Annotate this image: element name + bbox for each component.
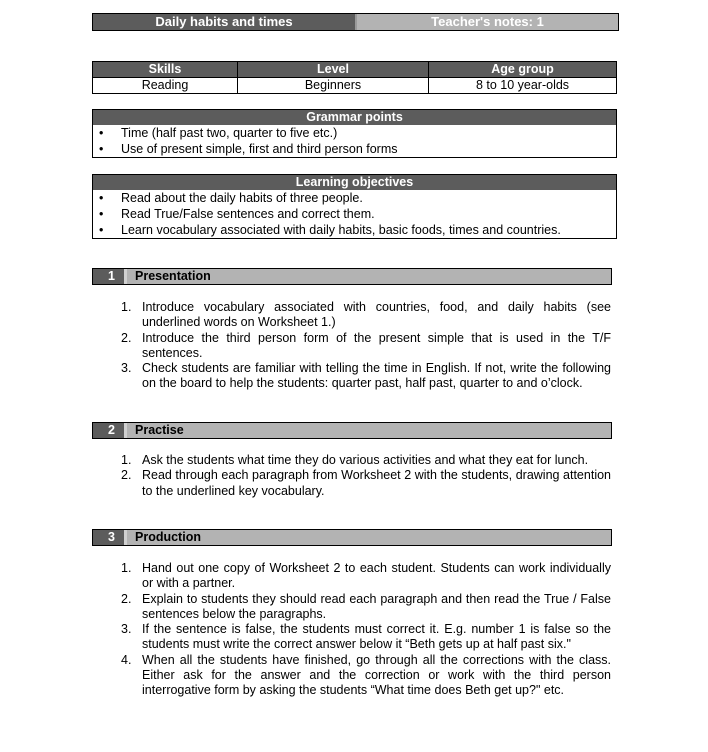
- step-item: [118, 622, 611, 653]
- learning-objectives-box: [92, 174, 617, 239]
- section-header-production: [92, 529, 612, 546]
- value-age-group: 8 to 10 year-olds: [429, 78, 617, 94]
- list-item: • Learn vocabulary associated with daily habits, basic foods, times and countries.: [93, 222, 616, 238]
- step-number: 2.: [121, 330, 132, 345]
- step-text: Ask the students what time they do various activities and what they eat for lunch.: [142, 453, 589, 467]
- step-item: [118, 561, 611, 592]
- section-header-practise: [92, 422, 612, 439]
- list-item: • Use of present simple, first and third person forms: [93, 141, 616, 157]
- section-number: 1: [93, 269, 127, 284]
- step-item: [118, 300, 611, 331]
- section-title: Practise: [127, 423, 611, 438]
- header-age-group: Age group: [429, 62, 617, 78]
- step-number: 2.: [121, 591, 132, 606]
- step-item: [118, 361, 611, 392]
- value-level: Beginners: [238, 78, 429, 94]
- step-number: 1.: [121, 453, 132, 467]
- step-text: Explain to students they should read each paragraph and then read the True / False sentences below the paragraphs.: [142, 591, 611, 621]
- step-item: [118, 468, 611, 499]
- step-number: 3.: [121, 622, 132, 637]
- step-number: 3.: [121, 361, 132, 376]
- section-header-presentation: [92, 268, 612, 285]
- grammar-points-title: Grammar points: [93, 110, 616, 125]
- step-text: Hand out one copy of Worksheet 2 to each student. Students can work individually or with a partner.: [142, 561, 611, 591]
- list-item: • Time (half past two, quarter to five etc.): [93, 125, 616, 141]
- step-text: Introduce the third person form of the present simple that is used in the T/F sentences.: [142, 330, 611, 360]
- section-title: Presentation: [127, 269, 611, 284]
- info-table-value-row: [93, 78, 617, 94]
- step-item: [118, 453, 611, 468]
- learning-objectives-list: [93, 190, 616, 238]
- step-item: [118, 653, 611, 699]
- list-item: • Read True/False sentences and correct them.: [93, 206, 616, 222]
- grammar-points-box: [92, 109, 617, 158]
- step-number: 4.: [121, 652, 132, 667]
- title-bar: [92, 13, 619, 31]
- step-item: [118, 331, 611, 362]
- step-text: When all the students have finished, go through all the corrections with the class. Either ask for the answer and the correction or work with the third person interrogative form by asking the students “What time does Beth get up?" etc.: [142, 652, 611, 698]
- step-number: 1.: [121, 561, 132, 575]
- teachers-notes-label: Teacher's notes: 1: [357, 14, 618, 30]
- step-text: Read through each paragraph from Worksheet 2 with the students, drawing attention to the underlined key vocabulary.: [142, 468, 611, 498]
- presentation-steps: [118, 300, 611, 392]
- section-number: 2: [93, 423, 127, 438]
- value-skills: Reading: [93, 78, 238, 94]
- document-title: Daily habits and times: [93, 14, 357, 30]
- step-text: Introduce vocabulary associated with countries, food, and daily habits (see underlined words on Worksheet 1.): [142, 300, 611, 330]
- step-item: [118, 592, 611, 623]
- step-text: If the sentence is false, the students must correct it. E.g. number 1 is false so the students must write the correct answer below it “Beth gets up at half past six.": [142, 622, 611, 652]
- section-number: 3: [93, 530, 127, 545]
- header-skills: Skills: [93, 62, 238, 78]
- info-table: [92, 61, 617, 94]
- step-text: Check students are familiar with telling the time in English. If not, write the following on the board to help the students: quarter past, half past, quarter to and o’clock.: [142, 361, 611, 391]
- step-number: 1.: [121, 300, 132, 314]
- section-title: Production: [127, 530, 611, 545]
- info-table-header-row: [93, 62, 617, 78]
- step-number: 2.: [121, 468, 132, 483]
- header-level: Level: [238, 62, 429, 78]
- grammar-points-list: [93, 125, 616, 157]
- practise-steps: [118, 453, 611, 499]
- list-item: • Read about the daily habits of three people.: [93, 190, 616, 206]
- learning-objectives-title: Learning objectives: [93, 175, 616, 190]
- production-steps: [118, 561, 611, 699]
